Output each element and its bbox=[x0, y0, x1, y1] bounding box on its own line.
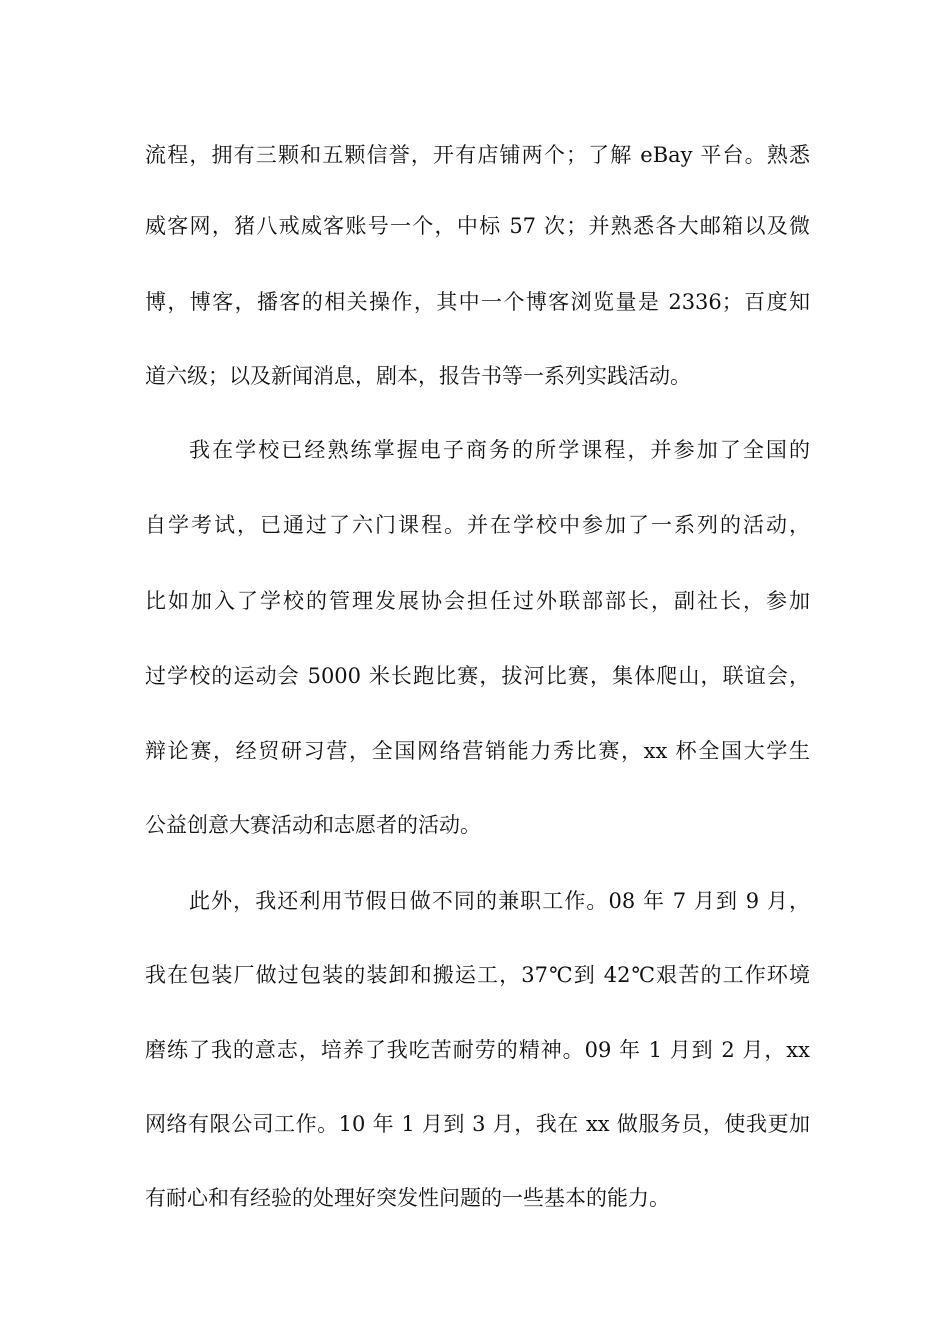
paragraph-2-line-6: 公益创意大赛活动和志愿者的活动。 bbox=[145, 813, 481, 837]
paragraph-3-line-1: 此外，我还利用节假日做不同的兼职工作。08 年 7 月到 9 月， bbox=[189, 889, 810, 913]
paragraph-1-line-2: 威客网，猪八戒威客账号一个，中标 57 次；并熟悉各大邮箱以及微 bbox=[145, 214, 810, 238]
paragraph-1-line-3: 博，博客，播客的相关操作，其中一个博客浏览量是 2336；百度知 bbox=[145, 290, 810, 314]
paragraph-3-line-4: 网络有限公司工作。10 年 1 月到 3 月，我在 xx 做服务员，使我更加 bbox=[145, 1112, 810, 1136]
paragraph-3-line-3: 磨练了我的意志，培养了我吃苦耐劳的精神。09 年 1 月到 2 月，xx bbox=[145, 1038, 810, 1062]
paragraph-3-line-5: 有耐心和有经验的处理好突发性问题的一些基本的能力。 bbox=[145, 1186, 670, 1210]
paragraph-2-line-4: 过学校的运动会 5000 米长跑比赛，拔河比赛，集体爬山，联谊会， bbox=[145, 664, 810, 688]
paragraph-3-line-2: 我在包装厂做过包装的装卸和搬运工，37℃到 42℃艰苦的工作环境 bbox=[145, 963, 810, 987]
paragraph-1-line-4: 道六级；以及新闻消息，剧本，报告书等一系列实践活动。 bbox=[145, 364, 691, 388]
paragraph-2-line-5: 辩论赛，经贸研习营，全国网络营销能力秀比赛，xx 杯全国大学生 bbox=[145, 739, 810, 763]
paragraph-2-line-3: 比如加入了学校的管理发展协会担任过外联部部长，副社长，参加 bbox=[145, 589, 810, 613]
paragraph-2-line-2: 自学考试，已通过了六门课程。并在学校中参加了一系列的活动， bbox=[145, 513, 810, 537]
paragraph-1-line-1: 流程，拥有三颗和五颗信誉，开有店铺两个；了解 eBay 平台。熟悉 bbox=[145, 143, 810, 167]
paragraph-2-line-1: 我在学校已经熟练掌握电子商务的所学课程，并参加了全国的 bbox=[189, 438, 810, 462]
